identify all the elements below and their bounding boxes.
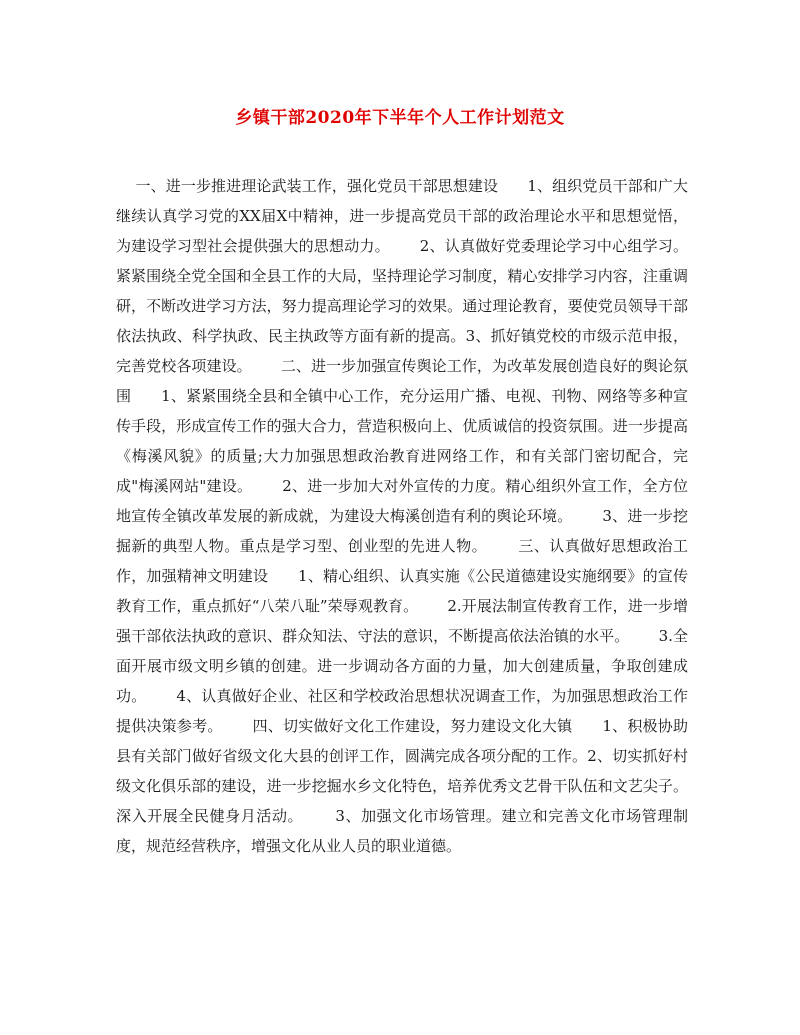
document-title: 乡镇干部2020年下半年个人工作计划范文 (235, 108, 565, 128)
document-body: 一、进一步推进理论武装工作，强化党员干部思想建设 1、组织党员干部和广大继续认真学习党的XX届X中精神，进一步提高党员干部的政治理论水平和思想觉悟，为建设学习型社会提供强大的思想动力。 2、认真做好党委理论学习中心组学习。紧紧围绕全党全国和全县工作的大局，坚持理论学习制度，精心安排学习内容，注重调研，不断改进学习方法，努力提高理论学习的效果。通过理论教育，要使党员领导干部依法执政、科学执政、民主执政等方面有新的提高。3、抓好镇党校的市级示范申报，完善党校各项建设。 二、进一步加强宣传舆论工作，为改革发展创造良好的舆论氛围 1、紧紧围绕全县和全镇中心工作，充分运用广播、电视、刊物、网络等多种宣传手段，形成宣传工作的强大合力，营造积极向上、优质诚信的投资氛围。进一步提高《梅溪风貌》的质量;大力加强思想政治教育进网络工作，和有关部门密切配合，完成"梅溪网站"建设。 2、进一步加大对外宣传的力度。精心组织外宣工作，全方位地宣传全镇改革发展的新成就，为建设大梅溪创造有利的舆论环境。 3、进一步挖掘新的典型人物。重点是学习型、创业型的先进人物。 三、认真做好思想政治工作，加强精神文明建设 1、精心组织、认真实施《公民道德建设实施纲要》的宣传教育工作，重点抓好“八荣八耻”荣辱观教育。 2.开展法制宣传教育工作，进一步增强干部依法执政的意识、群众知法、守法的意识，不断提高依法治镇的水平。 3.全面开展市级文明乡镇的创建。进一步调动各方面的力量，加大创建质量，争取创建成功。 4、认真做好企业、社区和学校政治思想状况调查工作，为加强思想政治工作提供决策参考。 四、切实做好文化工作建设，努力建设文化大镇 1、积极协助县有关部门做好省级文化大县的创评工作，圆满完成各项分配的工作。2、切实抓好村级文化俱乐部的建设，进一步挖掘水乡文化特色，培养优秀文艺骨干队伍和文艺尖子。深入开展全民健身月活动。 3、加强文化市场管理。建立和完善文化市场管理制度，规范经营秩序，增强文化从业人员的职业道德。 (116, 177, 689, 855)
